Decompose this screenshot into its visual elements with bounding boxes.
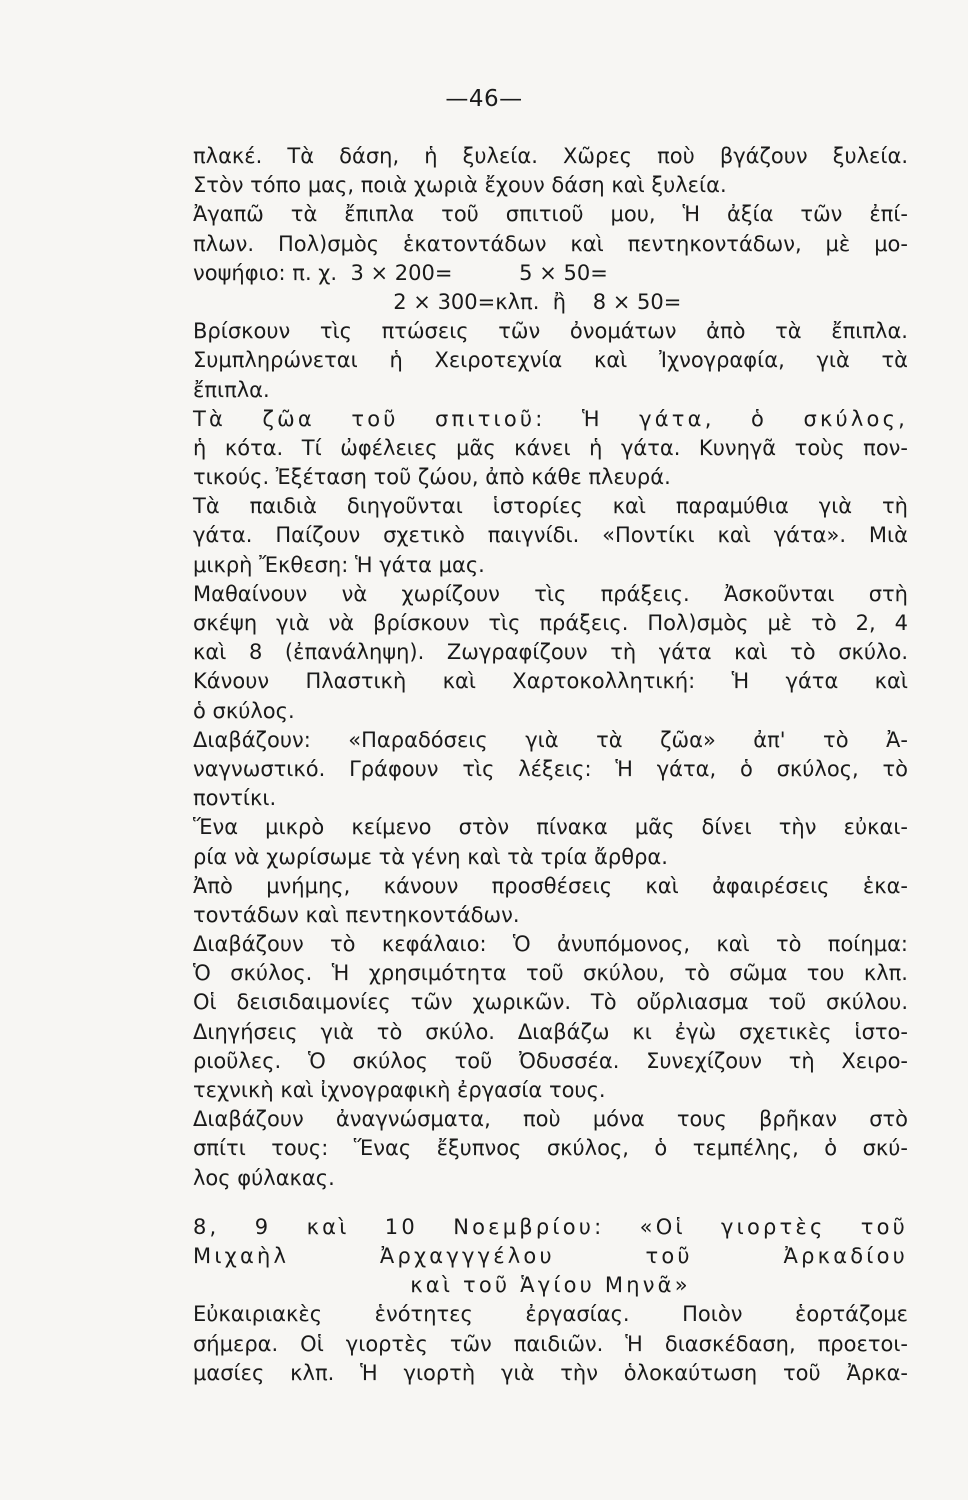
text-line: Τὰ ζῶα τοῦ σπιτιοῦ: Ἡ γάτα, ὁ σκύλος,	[193, 406, 908, 431]
text-line: σήμερα. Οἱ γιορτὲς τῶν παιδιῶν. Ἡ διασκέδαση, προετοι-	[193, 1331, 908, 1356]
text-line: τεχνικὴ καὶ ἰχνογραφικὴ ἐργασία τους.	[193, 1078, 606, 1102]
text-line: Ὁ σκύλος. Ἡ χρησιμότητα τοῦ σκύλου, τὸ σῶμα του κλπ.	[193, 961, 908, 986]
text-line: ἡ κότα. Τί ὠφέλειες μᾶς κάνει ἡ γάτα. Κυνηγᾶ τοὺς πον-	[193, 435, 908, 460]
text-line: σπίτι τους: Ἕνας ἔξυπνος σκύλος, ὁ τεμπέλης, ὁ σκύ-	[193, 1136, 908, 1161]
text-line: λος φύλακας.	[193, 1165, 335, 1190]
text-line: Ἀγαπῶ τὰ ἔπιπλα τοῦ σπιτιοῦ μου, Ἡ ἀξία τῶν ἐπί-	[193, 202, 908, 227]
text-line: Στὸν τόπο μας, ποιὰ χωριὰ ἔχουν δάση καὶ ξυλεία.	[193, 173, 727, 198]
text-line: Εὐκαιριακὲς ἑνότητες ἐργασίας. Ποιὸν ἑορτάζομε	[193, 1302, 908, 1327]
text-line: Ἀπὸ μνήμης, κάνουν προσθέσεις καὶ ἀφαιρέσεις ἑκα-	[193, 873, 908, 898]
blank-line	[193, 1193, 908, 1213]
text-line: ρία νὰ χωρίσωμε τὰ γένη καὶ τὰ τρία ἄρθρα.	[193, 844, 668, 869]
text-line: Μιχαὴλ Ἀρχαγγγέλου τοῦ Ἀρκαδίου	[193, 1243, 908, 1268]
text-line: Διαβάζουν τὸ κεφάλαιο: Ὁ ἀνυπόμονος, καὶ τὸ ποίημα:	[193, 932, 908, 957]
text-line: Ἕνα μικρὸ κείμενο στὸν πίνακα μᾶς δίνει τὴν εὐκαι-	[193, 815, 908, 840]
text-line: πλων. Πολ)σμὸς ἑκατοντάδων καὶ πεντηκοντάδων, μὲ μο-	[193, 231, 908, 256]
text-line: σκέψη γιὰ νὰ βρίσκουν τὶς πράξεις. Πολ)σμὸς μὲ τὸ 2, 4	[193, 611, 908, 635]
text-line: Βρίσκουν τὶς πτώσεις τῶν ὀνομάτων ἀπὸ τὰ ἔπιπλα.	[193, 319, 908, 344]
text-line: Διαβάζουν: «Παραδόσεις γιὰ τὰ ζῶα» ἀπ' τὸ Ἀ-	[193, 727, 908, 752]
text-line: καὶ τοῦ Ἁγίου Μηνᾶ»	[410, 1273, 691, 1298]
text-line: Τὰ παιδιὰ διηγοῦνται ἱστορίες καὶ παραμύθια γιὰ τὴ	[193, 494, 908, 519]
text-line: Κάνουν Πλαστικὴ καὶ Χαρτοκολλητική: Ἡ γάτα καὶ	[193, 669, 908, 694]
text-line: τικούς. Ἐξέταση τοῦ ζώου, ἀπὸ κάθε πλευρά.	[193, 465, 671, 490]
text-line: ἔπιπλα.	[193, 377, 270, 402]
text-line: Διηγήσεις γιὰ τὸ σκύλο. Διαβάζω κι ἐγὼ σχετικὲς ἱστο-	[193, 1019, 908, 1044]
text-line: 8, 9 καὶ 10 Νοεμβρίου: «Οἱ γιορτὲς τοῦ	[193, 1214, 908, 1239]
page-number: —46—	[445, 86, 523, 112]
text-line: Διαβάζουν ἀναγνώσματα, ποὺ μόνα τους βρῆκαν στὸ	[193, 1107, 908, 1132]
text-line: καὶ 8 (ἐπανάληψη). Ζωγραφίζουν τὴ γάτα καὶ τὸ σκύλο.	[193, 640, 908, 665]
text-line: ὁ σκύλος.	[193, 698, 295, 723]
text-line: τοντάδων καὶ πεντηκοντάδων.	[193, 902, 520, 927]
text-line: Μαθαίνουν νὰ χωρίζουν τὶς πράξεις. Ἀσκοῦνται στὴ	[193, 581, 908, 606]
text-line: μικρὴ Ἔκθεση: Ἡ γάτα μας.	[193, 552, 485, 577]
text-line: Συμπληρώνεται ἡ Χειροτεχνία καὶ Ἰχνογραφία, γιὰ τὰ	[193, 348, 908, 373]
text-line: ναγνωστικό. Γράφουν τὶς λέξεις: Ἡ γάτα, ὁ σκύλος, τὸ	[193, 756, 908, 781]
text-line: πλακέ. Τὰ δάση, ἡ ξυλεία. Χῶρες ποὺ βγάζουν ξυλεία.	[193, 144, 908, 168]
text-line: γάτα. Παίζουν σχετικὸ παιγνίδι. «Ποντίκι καὶ γάτα». Μιὰ	[193, 523, 908, 548]
text-line: μασίες κλπ. Ἡ γιορτὴ γιὰ τὴν ὁλοκαύτωση τοῦ Ἀρκα-	[193, 1360, 908, 1385]
text-line: νοψήφιο: π. χ. 3 × 200= 5 × 50=	[193, 260, 608, 285]
body-text	[193, 142, 908, 1388]
text-line: ποντίκι.	[193, 786, 277, 811]
text-line: Οἱ δεισιδαιμονίες τῶν χωρικῶν. Τὸ οὔρλιασμα τοῦ σκύλου.	[193, 990, 908, 1015]
text-line: 2 × 300=κλπ. ἢ 8 × 50=	[193, 289, 682, 314]
text-line: ριοῦλες. Ὁ σκύλος τοῦ Ὀδυσσέα. Συνεχίζουν τὴ Χειρο-	[193, 1048, 908, 1073]
